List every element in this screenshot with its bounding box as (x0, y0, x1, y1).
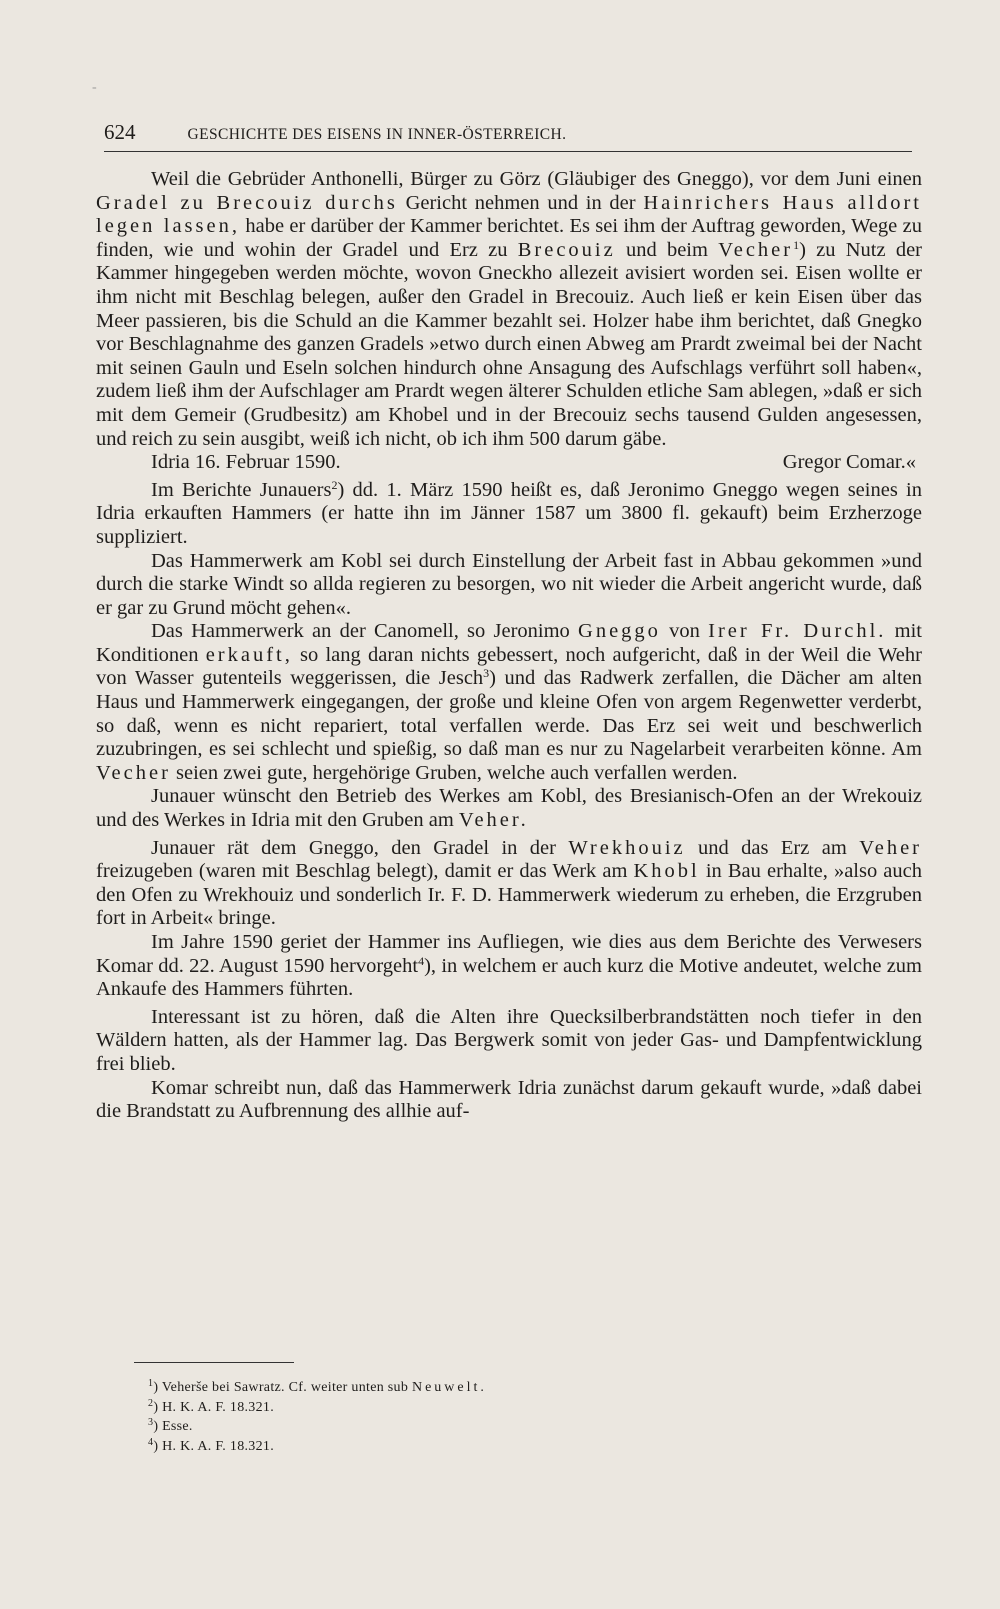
paragraph-3: Das Hammerwerk am Kobl sei durch Einstellung der Arbeit fast in Abbau gekommen »und durch die starke Windt so allda regieren zu besorgen, wo nit wieder die Arbeit angericht wurde, daß er gar zu Grund möcht gehen«. (96, 549, 922, 619)
paragraph-9: Komar schreibt nun, daß das Hammerwerk Idria zunächst darum gekauft wurde, »daß dabei die Brandstatt zu Aufbrennung des allhie auf- (96, 1076, 922, 1123)
body-text (96, 168, 922, 1124)
footnote-text: ) H. K. A. F. 18.321. (153, 1399, 274, 1415)
footnote-ref: 3 (483, 666, 490, 681)
page-number: 624 (104, 120, 136, 144)
signature-place-date: Idria 16. Februar 1590. (151, 451, 341, 474)
footnote-number: 3 (148, 1417, 154, 1428)
running-title: GESCHICHTE DES EISENS IN INNER-ÖSTERREICH. (187, 126, 567, 143)
paragraph-5 (96, 785, 922, 832)
text-run: ), in welchem er auch kurz die Motive andeutet, welche zum Ankaufe des Hammers führten. (96, 954, 923, 1001)
text-run: Gericht nehmen und in der (397, 191, 644, 214)
spaced-text: Irer Fr. Durchl. (708, 620, 887, 643)
paragraph-6 (96, 837, 922, 931)
text-run: Im Berichte Junauers (151, 478, 332, 501)
spaced-text: erkauft, (205, 643, 293, 666)
text-run: Weil die Gebrüder Anthonelli, Bürger zu Görz (Gläubiger des Gneggo), vor dem Juni einen (151, 168, 922, 190)
footnote-rule (134, 1362, 294, 1363)
text-run: Das Hammerwerk an der Canomell, so Jeronimo (151, 620, 579, 643)
margin-mark: - (92, 80, 97, 95)
footnote-number: 4 (148, 1436, 154, 1448)
paragraph-7 (96, 931, 922, 1002)
text-run: und das Erz am (685, 836, 860, 859)
spaced-text: Vecher (96, 761, 171, 784)
footnote-number: 1 (148, 1378, 154, 1389)
text-run: in Bau erhalte, »also auch den Ofen zu Wrekhouiz und sonderlich Ir. F. D. Hammerwerk wiederum zu erheben, die Erzgruben fort in Arbeit« bringe. (96, 860, 922, 930)
paragraph-2 (96, 479, 922, 550)
text-run: so lang daran nichts gebessert, noch aufgericht, daß in der Weil die Wehr von Wasser gutenteils weggerissen, die Jesch (96, 643, 922, 690)
text-run: Junauer rät dem Gneggo, den Gradel in der (151, 836, 569, 859)
text-run: ) dd. 1. März 1590 heißt es, daß Jeronimo Gneggo wegen seines in Idria erkauften Hammers (er hatte ihn im Jänner 1587 um 3800 fl. gekauft) beim Erzherzoge suppliziert. (96, 478, 922, 548)
spaced-text: Gneggo (578, 620, 661, 643)
spaced-text: Gradel zu Brecouiz durchs (96, 191, 398, 214)
footnote-text: ) Veherše bei Sawratz. Cf. weiter unten sub (153, 1380, 412, 1395)
footnote-ref: 2 (331, 477, 338, 492)
spaced-text: Wrekhouiz (568, 836, 686, 859)
text-run: Im Jahre 1590 geriet der Hammer ins Aufliegen, wie dies aus dem Berichte des Verwesers Komar dd. 22. August 1590 hervorgeht (96, 931, 922, 977)
spaced-text: Vecher (718, 238, 794, 261)
text-run: ) zu Nutz der Kammer hingegeben werden möchte, wovon Gneckho allezeit avisiert worden sei. Eisen wollte er ihm nicht mit Beschlag belegen, außer den Gradel in Brecouiz. Auch ließ er kein Eisen über das Meer passieren, bis die Schuld an die Kammer bezahlt sei. Holzer habe ihm berichtet, daß Gnegko vor Beschlagnahme des ganzen Gradels »etwo durch einen Abweg am Prardt zweimal bei der Nacht mit seinen Gauln und Eseln solchen hindurch ohne Ansagung des Aufschlags verführt soll haben«, zudem ließ ihm der Aufschlager am Prardt wegen älterer Schulden etliche Sam ablegen, »daß er sich mit dem Gemeir (Grudbesitz) am Khobel und in der Brecouiz sechs tausend Gulden angesessen, und reich zu sein ausgibt, weiß ich nicht, ob ich ihm 500 darum gäbe. (96, 238, 923, 450)
footnote-2 (148, 1398, 487, 1418)
text-run: freizugeben (waren mit Beschlag belegt), damit er das Werk am (96, 860, 634, 883)
footnote-number: 2 (148, 1397, 154, 1409)
footnote-3 (148, 1417, 487, 1437)
spaced-text: Brecouiz (517, 238, 616, 261)
footnote-ref: 4 (418, 953, 425, 968)
text-run: habe er darüber der Kammer berichtet. Es sei ihm der Auftrag geworden, Wege zu finden, wie und wohin der Gradel und Erz zu (96, 215, 922, 261)
spaced-text: Veher (859, 836, 922, 859)
text-run: seien zwei gute, hergehörige Gruben, welche auch verfallen werden. (170, 761, 738, 784)
footnote-ref: 1 (793, 237, 800, 252)
spaced-text: Neuwelt. (411, 1380, 487, 1395)
text-run: und beim (615, 238, 719, 261)
footnote-4 (148, 1437, 487, 1457)
paragraph-8: Interessant ist zu hören, daß die Alten ihre Quecksilberbrandstätten noch tiefer in den Wäldern hatten, als der Hammer lag. Das Bergwerk somit von jeder Gas- und Dampfentwicklung frei blieb. (96, 1005, 922, 1075)
text-run: von (660, 620, 709, 643)
text-run: ) und das Radwerk zerfallen, die Dächer am alten Haus und Hammerwerk eingegangen, der große und kleine Ofen von argem Regenwetter verderbt, so daß, wenn es nicht repariert, total verfallen werde. Das Erz sei weit und beschwerlich zuzubringen, es sei schlecht und spießig, so daß man es nur zu Nagelarbeit verarbeiten könne. Am (96, 667, 922, 761)
signature-line (96, 451, 922, 475)
paragraph-1 (96, 168, 922, 451)
footnote-text: ) Esse. (153, 1419, 193, 1434)
page-header (104, 120, 912, 152)
signature-name: Gregor Comar.« (782, 451, 916, 474)
paragraph-4 (96, 620, 922, 785)
spaced-text: Hainrichers Haus alldort legen lassen, (96, 191, 922, 238)
footnotes (148, 1378, 487, 1456)
spaced-text: Veher. (458, 809, 529, 832)
text-run: Junauer wünscht den Betrieb des Werkes am Kobl, des Bresianisch-Ofen an der Wrekouiz und des Werkes in Idria mit den Gruben am (96, 785, 922, 832)
footnote-1 (148, 1378, 487, 1398)
text-run: mit Konditionen (96, 620, 922, 666)
footnote-text: ) H. K. A. F. 18.321. (153, 1438, 274, 1454)
spaced-text: Khobl (633, 860, 700, 883)
